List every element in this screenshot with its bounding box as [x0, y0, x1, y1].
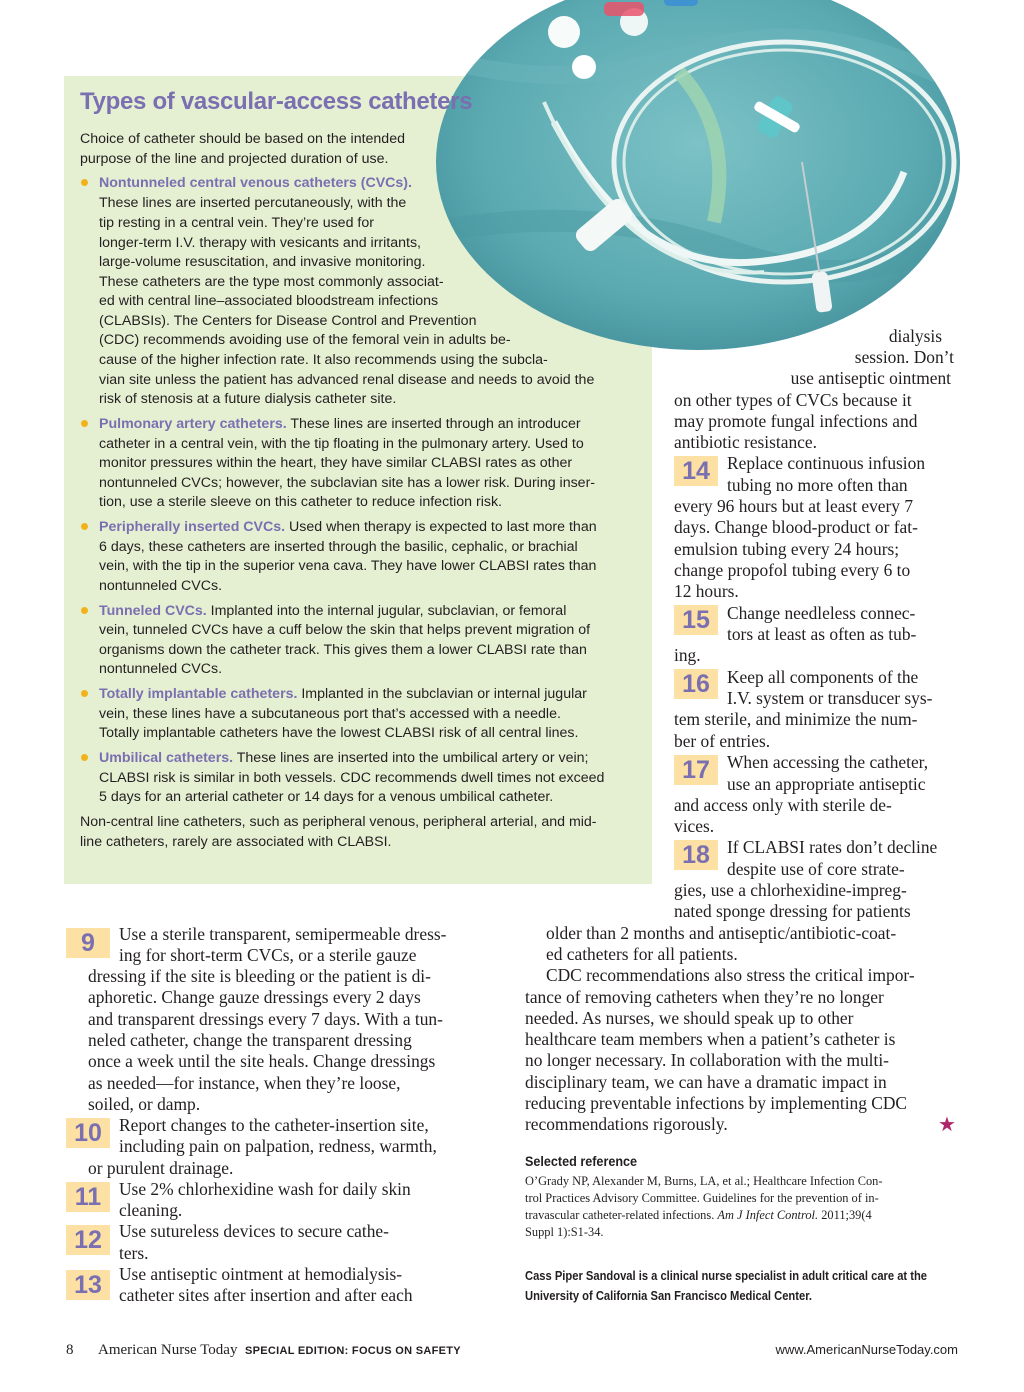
- body-line: healthcare team members when a patient’s catheter is: [525, 1029, 896, 1049]
- step-line: cleaning.: [119, 1200, 183, 1220]
- sidebar-intro-line: purpose of the line and projected duration of use.: [80, 151, 389, 167]
- step-line: Change needleless connec-: [727, 603, 916, 623]
- sidebar-item-line: large-volume resuscitation, and invasive monitoring.: [99, 254, 426, 270]
- step-line: vices.: [674, 816, 715, 836]
- sidebar-closing-line: Non-central line catheters, such as peripheral venous, peripheral arterial, and mid-: [80, 814, 597, 830]
- step-line: gies, use a chlorhexidine-impreg-: [674, 880, 907, 900]
- bullet-icon: [81, 690, 88, 697]
- step-number-badge: 18: [674, 840, 718, 870]
- sidebar-intro-line: Choice of catheter should be based on the intended: [80, 131, 405, 147]
- page-number: 8: [66, 1342, 74, 1358]
- step-line: including pain on palpation, redness, warmth,: [119, 1136, 437, 1156]
- step-line: Report changes to the catheter-insertion site,: [119, 1115, 429, 1135]
- sidebar-item-line: cause of the higher infection rate. It also recommends using the subcla-: [99, 352, 548, 368]
- sidebar-item-line: vein, tunneled CVCs have a cuff below the skin that helps prevent migration of: [99, 622, 591, 638]
- sidebar-item-line: catheter in a central vein, with the tip floating in the pulmonary artery. Used to: [99, 436, 584, 452]
- sidebar-item-line: These lines are inserted percutaneously, with the: [99, 195, 407, 211]
- bullet-icon: [81, 420, 88, 427]
- edition-label: SPECIAL EDITION: FOCUS ON SAFETY: [244, 1345, 461, 1357]
- step-line: Keep all components of the: [727, 667, 919, 687]
- sidebar-item-line: longer-term I.V. therapy with vesicants and irritants,: [99, 235, 421, 251]
- body-line: may promote fungal infections and: [674, 411, 918, 431]
- step-number-badge: 13: [66, 1270, 110, 1300]
- author-bio: Cass Piper Sandoval is a clinical nurse specialist in adult critical care at the University of California San Francisco Medical Center.: [525, 1268, 928, 1303]
- body-line: ed catheters for all patients.: [546, 944, 738, 964]
- reference-line: Suppl 1):S1-34.: [525, 1225, 604, 1239]
- body-line: CDC recommendations also stress the critical impor-: [546, 965, 915, 985]
- step-line: dressing if the site is bleeding or the patient is di-: [88, 966, 431, 986]
- sidebar-item-line: Totally implantable catheters have the lowest CLABSI risk of all central lines.: [99, 725, 579, 741]
- step-line: 12 hours.: [674, 581, 739, 601]
- body-line: disciplinary team, we can have a dramatic impact in: [525, 1072, 887, 1092]
- step-line: tem sterile, and minimize the num-: [674, 709, 918, 729]
- step-line: despite use of core strate-: [727, 859, 905, 879]
- step-line: I.V. system or transducer sys-: [727, 688, 933, 708]
- sidebar-item-line: vein, these lines have a subcutaneous port that’s accessed with a needle.: [99, 706, 561, 722]
- body-line: session. Don’t: [854, 347, 954, 367]
- sidebar-item-line: tip resting in a central vein. They’re used for: [99, 215, 374, 231]
- step-line: days. Change blood-product or fat-: [674, 517, 918, 537]
- body-line: recommendations rigorously.: [525, 1114, 728, 1134]
- step-line: once a week until the site heals. Change dressings: [88, 1051, 436, 1071]
- sidebar-item-line: These catheters are the type most commonly associat-: [99, 274, 444, 290]
- step-line: Use 2% chlorhexidine wash for daily skin: [119, 1179, 411, 1199]
- step-line: Use sutureless devices to secure cathe-: [119, 1221, 389, 1241]
- sidebar-item-line: CLABSI risk is similar in both vessels. CDC recommends dwell times not exceed: [99, 770, 605, 786]
- magazine-name: American Nurse Today SPECIAL EDITION: FOCUS ON SAFETY: [98, 1342, 461, 1358]
- body-line: antibiotic resistance.: [674, 432, 817, 452]
- step-line: emulsion tubing every 24 hours;: [674, 539, 900, 559]
- bullet-icon: [81, 607, 88, 614]
- step-line: ing for short-term CVCs, or a sterile gauze: [119, 945, 417, 965]
- step-line: Use a sterile transparent, semipermeable dress-: [119, 924, 447, 944]
- step-number-badge: 15: [674, 605, 718, 635]
- body-line: tance of removing catheters when they’re no longer: [525, 987, 884, 1007]
- step-line: as needed—for instance, when they’re loose,: [88, 1073, 401, 1093]
- step-line: change propofol tubing every 6 to: [674, 560, 911, 580]
- step-number-badge: 12: [66, 1225, 110, 1255]
- sidebar-item-line: ed with central line–associated bloodstream infections: [99, 293, 439, 309]
- sidebar-closing-line: line catheters, rarely are associated with CLABSI.: [80, 834, 392, 850]
- step-line: neled catheter, change the transparent dressing: [88, 1030, 412, 1050]
- website-url: www.AmericanNurseToday.com: [775, 1342, 958, 1357]
- sidebar-item-line: organisms down the catheter track. This gives them a lower CLABSI rate than: [99, 642, 587, 658]
- sidebar-item-line: risk of stenosis at a future dialysis catheter site.: [99, 391, 397, 407]
- step-line: or purulent drainage.: [88, 1158, 234, 1178]
- sidebar-item-line: tion, use a sterile sleeve on this catheter to reduce infection risk.: [99, 494, 502, 510]
- step-line: and access only with sterile de-: [674, 795, 892, 815]
- step-number-badge: 9: [66, 928, 110, 958]
- step-line: soiled, or damp.: [88, 1094, 201, 1114]
- sidebar-item-line: vian site unless the patient has advanced renal disease and needs to avoid the: [99, 372, 595, 388]
- reference-heading: Selected reference: [525, 1153, 638, 1169]
- bullet-icon: [81, 179, 88, 186]
- body-line: no longer necessary. In collaboration with the multi-: [525, 1050, 889, 1070]
- step-number-badge: 16: [674, 669, 718, 699]
- step-line: Replace continuous infusion: [727, 453, 926, 473]
- body-line: dialysis: [888, 326, 942, 346]
- step-line: When accessing the catheter,: [727, 752, 929, 772]
- sidebar-item-heading: Nontunneled central venous catheters (CVCs).: [99, 175, 412, 191]
- step-line: tors at least as often as tub-: [727, 624, 917, 644]
- bullet-icon: [81, 523, 88, 530]
- step-number-badge: 14: [674, 456, 718, 486]
- sidebar-item-line: nontunneled CVCs; however, the subclavian site has a lower risk. During inser-: [99, 475, 596, 491]
- step-number-badge: 17: [674, 755, 718, 785]
- step-line: ber of entries.: [674, 731, 771, 751]
- body-line: needed. As nurses, we should speak up to other: [525, 1008, 854, 1028]
- bullet-icon: [81, 754, 88, 761]
- step-line: nated sponge dressing for patients: [674, 901, 911, 921]
- sidebar-item-line: nontunneled CVCs.: [99, 661, 223, 677]
- sidebar-title: Types of vascular-access catheters: [80, 88, 473, 115]
- reference-line: travascular catheter-related infections. Am J Infect Control. 2011;39(4: [525, 1208, 872, 1222]
- reference-line: trol Practices Advisory Committee. Guidelines for the prevention of in-: [525, 1191, 879, 1205]
- step-number-badge: 11: [66, 1182, 110, 1212]
- step-line: aphoretic. Change gauze dressings every 2 days: [88, 987, 421, 1007]
- end-star-icon: ★: [938, 1112, 956, 1136]
- sidebar-item-heading: Umbilical catheters. These lines are inserted into the umbilical artery or vein;: [99, 750, 589, 766]
- sidebar-item-line: (CDC) recommends avoiding use of the femoral vein in adults be-: [99, 332, 511, 348]
- sidebar-item-line: 5 days for an arterial catheter or 14 days for a venous umbilical catheter.: [99, 789, 554, 805]
- sidebar-item-line: vein, with the tip in the superior vena cava. They have lower CLABSI rates than: [99, 558, 597, 574]
- step-line: use an appropriate antiseptic: [727, 774, 926, 794]
- step-line: every 96 hours but at least every 7: [674, 496, 914, 516]
- step-line: catheter sites after insertion and after each: [119, 1285, 413, 1305]
- sidebar-item-heading: Totally implantable catheters. Implanted in the subclavian or internal jugular: [99, 686, 587, 702]
- step-line: Use antiseptic ointment at hemodialysis-: [119, 1264, 403, 1284]
- step-number-badge: 10: [66, 1118, 110, 1148]
- step-line: If CLABSI rates don’t decline: [727, 837, 938, 857]
- body-line: on other types of CVCs because it: [674, 390, 912, 410]
- step-line: ing.: [674, 645, 701, 665]
- sidebar-item-heading: Peripherally inserted CVCs. Used when therapy is expected to last more than: [99, 519, 597, 535]
- sidebar-item-heading: Tunneled CVCs. Implanted into the internal jugular, subclavian, or femoral: [99, 603, 567, 619]
- catheter-photo: [434, 0, 962, 352]
- reference-line: O’Grady NP, Alexander M, Burns, LA, et al.; Healthcare Infection Con-: [525, 1174, 883, 1188]
- sidebar-item-line: 6 days, these catheters are inserted through the basilic, cephalic, or brachial: [99, 539, 578, 555]
- sidebar-item-line: monitor pressures within the heart, they have similar CLABSI rates as other: [99, 455, 573, 471]
- sidebar-item-heading: Pulmonary artery catheters. These lines are inserted through an introducer: [99, 416, 581, 432]
- body-line: reducing preventable infections by implementing CDC: [525, 1093, 908, 1113]
- body-line: use antiseptic ointment: [790, 368, 951, 388]
- step-line: and transparent dressings every 7 days. With a tun-: [88, 1009, 443, 1029]
- step-line: ters.: [119, 1243, 149, 1263]
- sidebar-item-line: nontunneled CVCs.: [99, 578, 223, 594]
- step-line: tubing no more often than: [727, 475, 908, 495]
- sidebar-item-line: (CLABSIs). The Centers for Disease Control and Prevention: [99, 313, 477, 329]
- body-line: older than 2 months and antiseptic/antibiotic-coat-: [546, 923, 897, 943]
